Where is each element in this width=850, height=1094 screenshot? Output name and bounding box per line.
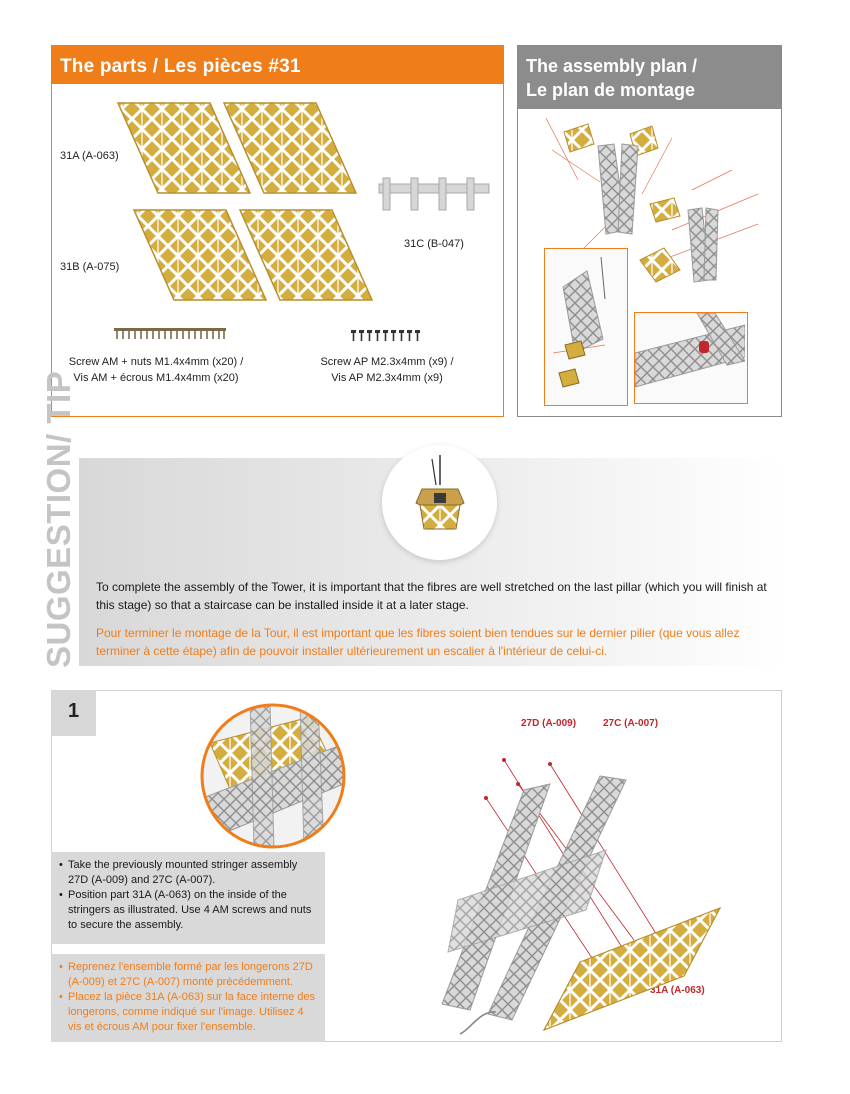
label-27c: 27C (A-007)	[603, 718, 659, 729]
tip-text-french: Pour terminer le montage de la Tour, il est important que les fibres soient bien tendues sur le dernier pilier (que vous allez terminer à cette étape) afin de pouvoir installer ultérieurement un escalier à l'intérieur de celui-ci.	[96, 626, 740, 658]
assembly-plan-title-line2: Le plan de montage	[526, 80, 696, 100]
parts-panel	[51, 45, 504, 417]
screw-am-caption	[60, 354, 252, 386]
label-27d: 27D (A-009)	[521, 718, 577, 729]
instruction-en-item: • Position part 31A (A-063) on the inside of the stringers as illustrated. Use 4 AM screws and nuts to secure the assembly.	[59, 888, 317, 933]
instruction-en-item: • Take the previously mounted stringer assembly 27D (A-009) and 27C (A-007).	[59, 858, 317, 888]
screws-ap-image	[351, 330, 423, 342]
tip-text-english: To complete the assembly of the Tower, it is important that the fibres are well stretched on the last pillar (which you will finish at this stage) so that a staircase can be installed inside it at a later stage.	[96, 580, 767, 612]
parts-title: The parts / Les pièces #31	[52, 46, 503, 84]
label-31a: 31A (A-063)	[650, 985, 705, 996]
assembly-plan-title	[518, 46, 781, 109]
plan-detail-inset-left	[544, 248, 628, 406]
instruction-fr-item: • Placez la pièce 31A (A-063) sur la face interne des longerons, comme indiqué sur l'image. Utilisez 4 vis et écrous AM pour fixer l'ensemble.	[59, 990, 317, 1035]
screw-ap-en: Screw AP M2.3x4mm (x9) /	[320, 356, 454, 368]
screws-am-image	[114, 328, 226, 340]
assembly-plan-panel	[517, 45, 782, 417]
part-31a-image	[112, 99, 412, 199]
tip-image-circle	[382, 445, 497, 560]
assembly-plan-title-line1: The assembly plan /	[526, 56, 698, 76]
part-31a-label: 31A (A-063)	[60, 150, 119, 162]
plan-detail-inset-right	[634, 312, 748, 404]
step-number: 1	[51, 690, 96, 736]
screw-ap-caption	[292, 354, 482, 386]
part-31b-label: 31B (A-075)	[60, 261, 120, 273]
screw-ap-fr: Vis AP M2.3x4mm (x9)	[331, 372, 443, 384]
tip-side-label: SUGGESTION/ TIP	[40, 370, 77, 668]
tip-tower-top-image	[410, 455, 470, 545]
screw-am-fr: Vis AM + écrous M1.4x4mm (x20)	[73, 372, 239, 384]
step-1-instructions-english	[51, 852, 325, 944]
part-31c-label: 31C (B-047)	[404, 238, 464, 250]
part-31c-image	[375, 174, 493, 216]
instruction-fr-item: • Reprenez l'ensemble formé par les longerons 27D (A-009) et 27C (A-007) monté précédemment.	[59, 960, 317, 990]
part-31b-image	[128, 206, 428, 306]
step-1-assembly-drawing	[400, 740, 740, 1038]
step-1-instructions-french	[51, 954, 325, 1042]
screw-am-en: Screw AM + nuts M1.4x4mm (x20) /	[68, 356, 244, 368]
step-1-detail-circle	[200, 703, 346, 849]
